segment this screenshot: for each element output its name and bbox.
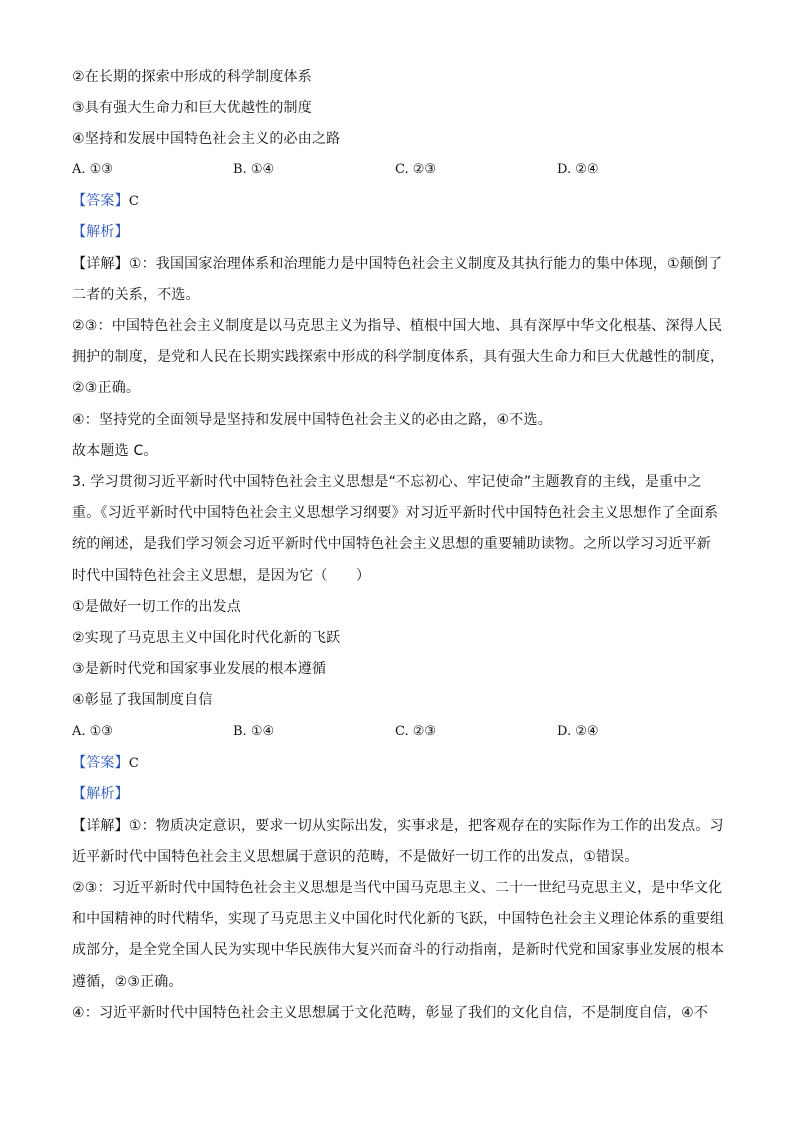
q2-option-c: C. ②③ <box>395 162 437 177</box>
q3-detail-line-7: ④：习近平新时代中国特色社会主义思想属于文化范畴，彰显了我们的文化自信，不是制度自信，④不 <box>72 1005 709 1021</box>
q2-detail-line-6: ④：坚持党的全面领导是坚持和发展中国特色社会主义的必由之路，④不选。 <box>72 412 552 428</box>
q3-detail-line-3: ②③：习近平新时代中国特色社会主义思想是当代中国马克思主义、二十一世纪马克思主义，是中华文化 <box>72 880 723 896</box>
q3-stem-line-4: 时代中国特色社会主义思想，是因为它（ ） <box>72 568 371 584</box>
q2-option-d: D. ②④ <box>557 162 599 177</box>
detail-text: ①：我国国家治理体系和治理能力是中国特色社会主义制度及其执行能力的集中体现，①颠倒了 <box>128 256 723 272</box>
q2-option-a: A. ①③ <box>72 162 113 177</box>
q2-detail-line-2: 二者的关系，不选。 <box>72 287 200 303</box>
q3-answer <box>72 753 139 774</box>
q3-item-2: ②实现了马克思主义中国化时代化新的飞跃 <box>72 630 341 646</box>
q3-detail-line-4: 和中国精神的时代精华，实现了马克思主义中国化时代化新的飞跃，中国特色社会主义理论体系的重要组 <box>72 911 725 927</box>
answer-value: C <box>128 194 139 209</box>
q3-detail-line-1 <box>72 816 724 836</box>
q3-stem-line-3: 统的阐述，是我们学习领会习近平新时代中国特色社会主义思想的重要辅助读物。之所以学习习近平新 <box>72 536 711 552</box>
q2-conclusion: 故本题选 C。 <box>72 443 158 459</box>
q3-stem-line-1: 3. 学习贯彻习近平新时代中国特色社会主义思想是“不忘初心、牢记使命”主题教育的主线，是重中之 <box>72 474 702 490</box>
detail-tag: 【详解】 <box>72 256 129 272</box>
detail-text: ①：物质决定意识，要求一切从实际出发，实事求是，把客观存在的实际作为工作的出发点。习 <box>128 818 724 834</box>
q3-option-a: A. ①③ <box>72 724 113 739</box>
answer-value: C <box>128 756 139 771</box>
q3-detail-line-2: 近平新时代中国特色社会主义思想属于意识的范畴，不是做好一切工作的出发点，①错误。 <box>72 849 639 865</box>
q3-option-d: D. ②④ <box>557 724 599 739</box>
q2-item-2: ②在长期的探索中形成的科学制度体系 <box>72 69 312 85</box>
q2-detail-line-4: 拥护的制度，是党和人民在长期实践探索中形成的科学制度体系，具有强大生命力和巨大优越性的制度， <box>72 349 725 365</box>
q2-item-3: ③具有强大生命力和巨大优越性的制度 <box>72 100 312 116</box>
analysis-tag: 【解析】 <box>72 224 129 240</box>
q3-item-4: ④彰显了我国制度自信 <box>72 692 213 708</box>
detail-tag: 【详解】 <box>72 818 129 834</box>
q2-answer <box>72 191 139 212</box>
q3-option-b: B. ①④ <box>233 724 275 739</box>
answer-tag: 【答案】 <box>72 755 129 771</box>
analysis-tag: 【解析】 <box>72 786 129 802</box>
q2-analysis-heading <box>72 222 129 242</box>
q3-detail-line-6: 遵循，②③正确。 <box>72 974 183 990</box>
q3-analysis-heading <box>72 784 129 804</box>
q2-detail-line-3: ②③：中国特色社会主义制度是以马克思主义为指导、植根中国大地、具有深厚中华文化根基、深得人民 <box>72 318 723 334</box>
q3-item-3: ③是新时代党和国家事业发展的根本遵循 <box>72 661 327 677</box>
q3-stem-line-2: 重。《习近平新时代中国特色社会主义思想学习纲要》对习近平新时代中国特色社会主义思想作了全面系 <box>72 505 719 521</box>
answer-tag: 【答案】 <box>72 193 129 209</box>
q2-detail-line-5: ②③正确。 <box>72 380 141 396</box>
q2-detail-line-1 <box>72 254 722 274</box>
q3-detail-line-5: 成部分，是全党全国人民为实现中华民族伟大复兴而奋斗的行动指南，是新时代党和国家事业发展的根本 <box>72 942 725 958</box>
q3-option-c: C. ②③ <box>395 724 437 739</box>
q2-option-b: B. ①④ <box>233 162 275 177</box>
q2-item-4: ④坚持和发展中国特色社会主义的必由之路 <box>72 131 341 147</box>
q3-item-1: ①是做好一切工作的出发点 <box>72 599 241 615</box>
